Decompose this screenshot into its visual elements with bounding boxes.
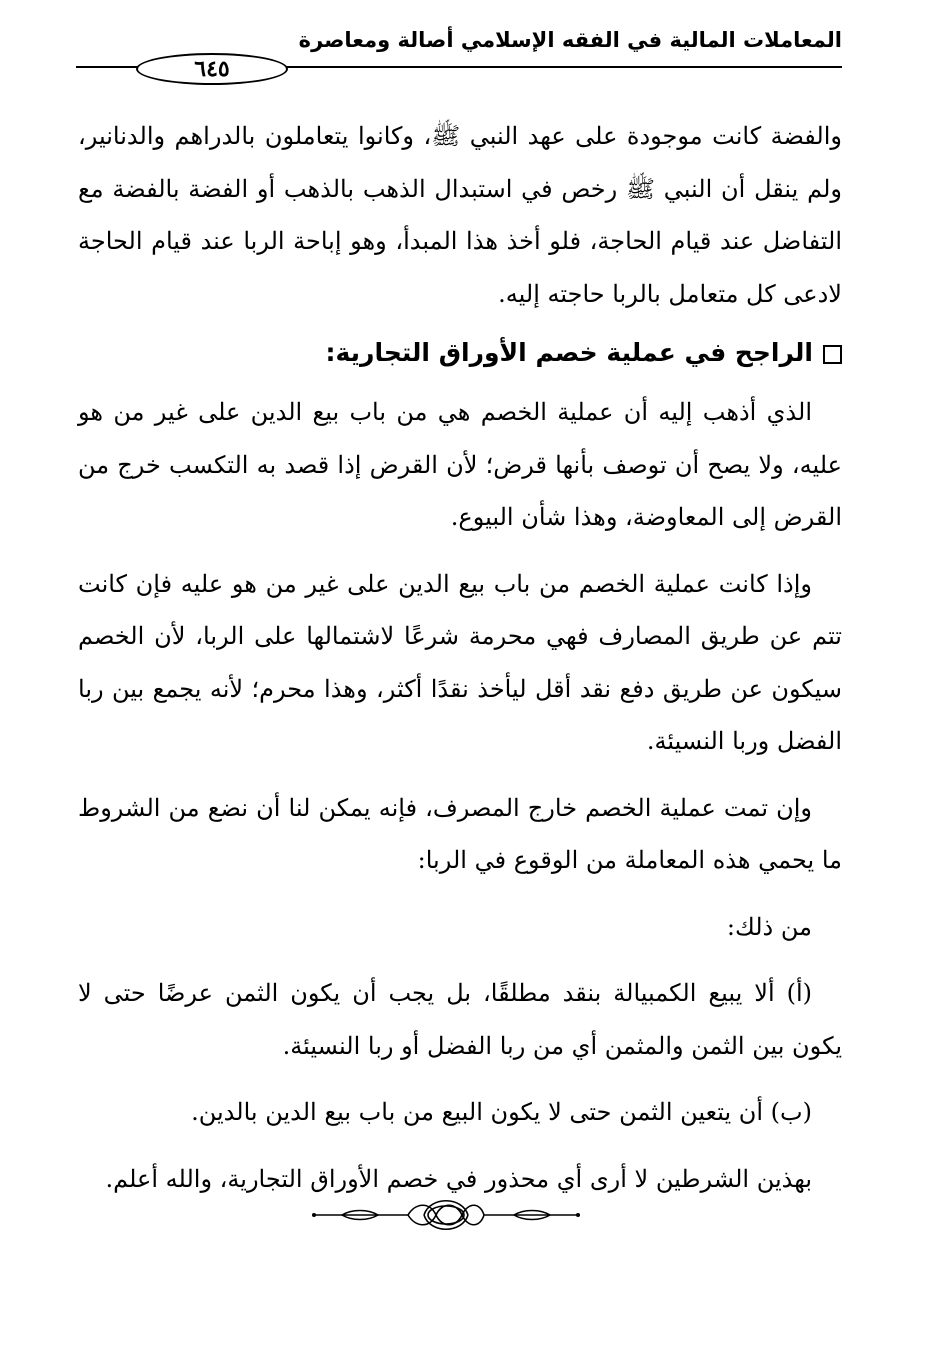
paragraph: بهذين الشرطين لا أرى أي محذور في خصم الأوراق التجارية، والله أعلم. <box>105 1164 812 1193</box>
page-number: ٦٤٥ <box>136 53 288 85</box>
paragraph: الذي أذهب إليه أن عملية الخصم هي من باب بيع الدين على غير من هو عليه، ولا يصح أن توصف بأنها قرض؛ لأن القرض إذا قصد به التكسب خرج من القرض إلى المعاوضة، وهذا شأن البيوع. <box>78 398 842 531</box>
paragraph: وإذا كانت عملية الخصم من باب بيع الدين على غير من هو عليه فإن كانت تتم عن طريق المصارف فهي محرمة شرعًا لاشتمالها على الربا، لأن الخصم سيكون عن طريق دفع نقد أقل ليأخذ نقدًا أكثر، وهذا محرم؛ لأنه يجمع بين ربا الفضل وربا النسيئة. <box>78 569 842 755</box>
ornament-divider-icon <box>312 1190 580 1240</box>
list-item-b: (ب) أن يتعين الثمن حتى لا يكون البيع من باب بيع الدين بالدين. <box>191 1098 812 1126</box>
main-text <box>78 110 842 1219</box>
section-heading-text: الراجح في عملية خصم الأوراق التجارية: <box>325 338 813 367</box>
paragraph: من ذلك: <box>726 912 812 941</box>
paragraph-continuation: والفضة كانت موجودة على عهد النبي ﷺ، وكانوا يتعاملون بالدراهم والدنانير، ولم ينقل أن النبي ﷺ رخص في استبدال الذهب بالذهب أو الفضة بالفضة مع التفاضل عند قيام الحاجة، فلو أخذ هذا المبدأ، وهو إباحة الربا عند قيام الحاجة لادعى كل متعامل بالربا حاجته إليه. <box>78 122 842 308</box>
running-title: المعاملات المالية في الفقه الإسلامي أصالة ومعاصرة <box>298 28 842 52</box>
page-header <box>76 22 842 82</box>
list-item-a: (أ) ألا يبيع الكمبيالة بنقد مطلقًا، بل يجب أن يكون الثمن عرضًا حتى لا يكون بين الثمن والمثمن أي من ربا الفضل أو ربا النسيئة. <box>78 979 842 1060</box>
square-bullet-icon <box>823 345 842 364</box>
section-heading <box>78 324 842 382</box>
paragraph: وإن تمت عملية الخصم خارج المصرف، فإنه يمكن لنا أن نضع من الشروط ما يحمي هذه المعاملة من الوقوع في الربا: <box>78 793 842 874</box>
